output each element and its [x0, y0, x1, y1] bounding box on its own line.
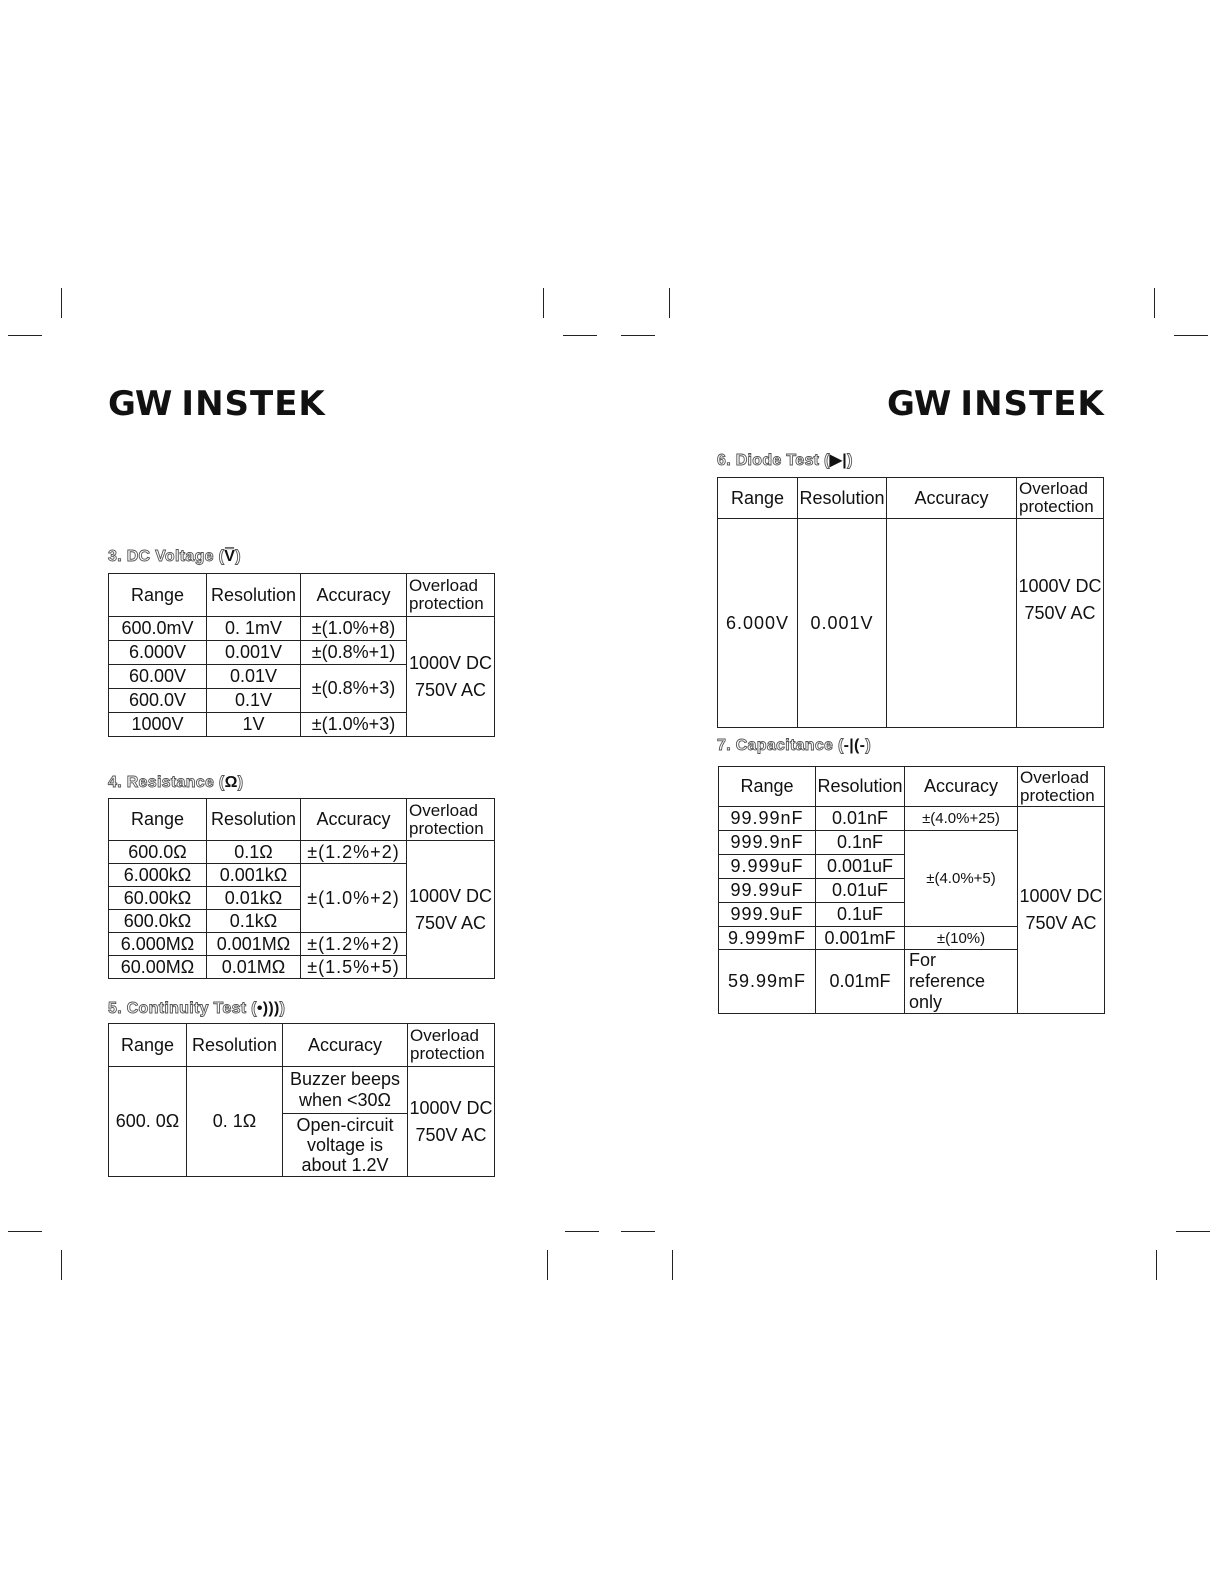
col-header-range: Range [109, 574, 207, 617]
cell-range: 1000V [109, 713, 207, 737]
crop-mark [8, 335, 42, 336]
table-row [109, 841, 495, 864]
cell-resolution: 0.1kΩ [207, 910, 301, 933]
crop-mark [543, 288, 544, 318]
crop-mark [1174, 335, 1208, 336]
col-header-accuracy: Accuracy [905, 767, 1018, 807]
cell-overload: 1000V DC 750V AC [407, 841, 495, 979]
crop-mark [563, 335, 597, 336]
col-header-resolution: Resolution [187, 1024, 283, 1067]
cell-accuracy: ±(1.0%+8) [301, 617, 407, 641]
table-header-row [719, 767, 1105, 807]
cell-range: 9.999uF [719, 855, 816, 879]
cell-accuracy: ±(4.0%+5) [905, 831, 1018, 927]
col-header-resolution: Resolution [207, 574, 301, 617]
crop-mark [565, 1231, 599, 1232]
cell-resolution: 0. 1Ω [187, 1067, 283, 1177]
table-row [109, 1067, 495, 1114]
col-header-accuracy: Accuracy [887, 478, 1017, 519]
col-header-range: Range [719, 767, 816, 807]
crop-mark [61, 288, 62, 318]
cell-accuracy: ±(0.8%+3) [301, 665, 407, 713]
cell-range: 999.9nF [719, 831, 816, 855]
cell-range: 6.000kΩ [109, 864, 207, 887]
cell-resolution: 0.001V [207, 641, 301, 665]
cell-overload: 1000V DC 750V AC [407, 617, 495, 737]
cell-resolution: 0.01uF [816, 879, 905, 903]
cell-range: 600.0Ω [109, 841, 207, 864]
cell-accuracy: ±(10%) [905, 927, 1018, 950]
cell-range: 600.0mV [109, 617, 207, 641]
logo-instek: INSTEK [181, 384, 326, 424]
crop-mark [8, 1231, 42, 1232]
table-header-row [109, 799, 495, 841]
cell-resolution: 0.001kΩ [207, 864, 301, 887]
cell-accuracy: For reference only [905, 950, 1018, 1014]
table-header-row [109, 1024, 495, 1067]
cell-resolution: 0.01V [207, 665, 301, 689]
cell-range: 6.000MΩ [109, 933, 207, 956]
cell-accuracy: Buzzer beeps when <30Ω [283, 1067, 408, 1114]
cell-range: 59.99mF [719, 950, 816, 1014]
cell-range: 99.99uF [719, 879, 816, 903]
cell-range: 60.00MΩ [109, 956, 207, 979]
section-title-capacitance: 7. Capacitance (-|(-) [717, 737, 871, 754]
diode-table [717, 477, 1104, 728]
cell-resolution: 0.001uF [816, 855, 905, 879]
cell-resolution: 0.001MΩ [207, 933, 301, 956]
crop-mark [1156, 1250, 1157, 1280]
cell-resolution: 0.01MΩ [207, 956, 301, 979]
continuity-table [108, 1023, 495, 1177]
cell-accuracy: ±(0.8%+1) [301, 641, 407, 665]
col-header-overload: Overload protection [1017, 478, 1104, 519]
cell-accuracy: ±(1.5%+5) [301, 956, 407, 979]
table-row [718, 519, 1104, 728]
buzzer-icon: •))) [256, 1000, 280, 1017]
cell-resolution: 0.1uF [816, 903, 905, 927]
cell-resolution: 0.001V [798, 519, 887, 728]
col-header-overload: Overload protection [1018, 767, 1105, 807]
table-row [109, 617, 495, 641]
cell-range: 9.999mF [719, 927, 816, 950]
cell-accuracy: Open-circuit voltage is about 1.2V [283, 1114, 408, 1177]
col-header-accuracy: Accuracy [301, 799, 407, 841]
brand-logo [108, 384, 326, 424]
cell-range: 6.000V [718, 519, 798, 728]
cell-accuracy [887, 519, 1017, 728]
cell-range: 600.0kΩ [109, 910, 207, 933]
section-title-diode: 6. Diode Test (▶|) [717, 452, 853, 469]
col-header-overload: Overload protection [407, 799, 495, 841]
cell-range: 600.0V [109, 689, 207, 713]
col-header-resolution: Resolution [816, 767, 905, 807]
crop-mark [547, 1250, 548, 1280]
cell-accuracy: ±(1.2%+2) [301, 933, 407, 956]
col-header-overload: Overload protection [408, 1024, 495, 1067]
cell-resolution: 0. 1mV [207, 617, 301, 641]
col-header-resolution: Resolution [798, 478, 887, 519]
cell-overload: 1000V DC 750V AC [408, 1067, 495, 1177]
col-header-range: Range [109, 1024, 187, 1067]
capacitance-table [718, 766, 1105, 1014]
cell-range: 60.00kΩ [109, 887, 207, 910]
table-header-row [109, 574, 495, 617]
cell-resolution: 0.1Ω [207, 841, 301, 864]
col-header-resolution: Resolution [207, 799, 301, 841]
dc-voltage-table [108, 573, 495, 737]
cell-resolution: 0.01kΩ [207, 887, 301, 910]
section-title-dc-voltage: 3. DC Voltage (V̿) [108, 548, 241, 565]
col-header-accuracy: Accuracy [301, 574, 407, 617]
cell-resolution: 0.1V [207, 689, 301, 713]
brand-logo [887, 384, 1105, 424]
section-title-continuity: 5. Continuity Test (•)))) [108, 1000, 286, 1017]
cell-accuracy: ±(1.0%+3) [301, 713, 407, 737]
cell-resolution: 0.01mF [816, 950, 905, 1014]
col-header-range: Range [109, 799, 207, 841]
col-header-range: Range [718, 478, 798, 519]
table-header-row [718, 478, 1104, 519]
cell-resolution: 0.01nF [816, 807, 905, 831]
cell-range: 6.000V [109, 641, 207, 665]
cell-range: 600. 0Ω [109, 1067, 187, 1177]
logo-instek: INSTEK [960, 384, 1105, 424]
cell-accuracy: ±(1.0%+2) [301, 864, 407, 933]
dc-voltage-icon: V̿ [224, 548, 236, 565]
logo-gw: GW [108, 384, 172, 424]
cell-range: 99.99nF [719, 807, 816, 831]
col-header-overload: Overload protection [407, 574, 495, 617]
crop-mark [672, 1250, 673, 1280]
cell-overload: 1000V DC 750V AC [1017, 519, 1104, 728]
crop-mark [1154, 288, 1155, 318]
cell-accuracy: ±(1.2%+2) [301, 841, 407, 864]
crop-mark [621, 1231, 655, 1232]
ohm-icon: Ω [224, 774, 238, 791]
crop-mark [1176, 1231, 1210, 1232]
cell-resolution: 0.1nF [816, 831, 905, 855]
crop-mark [669, 288, 670, 318]
cell-range: 999.9uF [719, 903, 816, 927]
cell-accuracy: ±(4.0%+25) [905, 807, 1018, 831]
cell-resolution: 1V [207, 713, 301, 737]
logo-gw: GW [887, 384, 951, 424]
col-header-accuracy: Accuracy [283, 1024, 408, 1067]
cell-overload: 1000V DC 750V AC [1018, 807, 1105, 1014]
table-row [719, 807, 1105, 831]
cell-range: 60.00V [109, 665, 207, 689]
resistance-table [108, 798, 495, 979]
section-title-resistance: 4. Resistance (Ω) [108, 774, 244, 791]
crop-mark [621, 335, 655, 336]
cell-resolution: 0.001mF [816, 927, 905, 950]
capacitor-icon: -|(- [843, 737, 866, 754]
crop-mark [61, 1250, 62, 1280]
diode-icon: ▶| [829, 452, 848, 469]
